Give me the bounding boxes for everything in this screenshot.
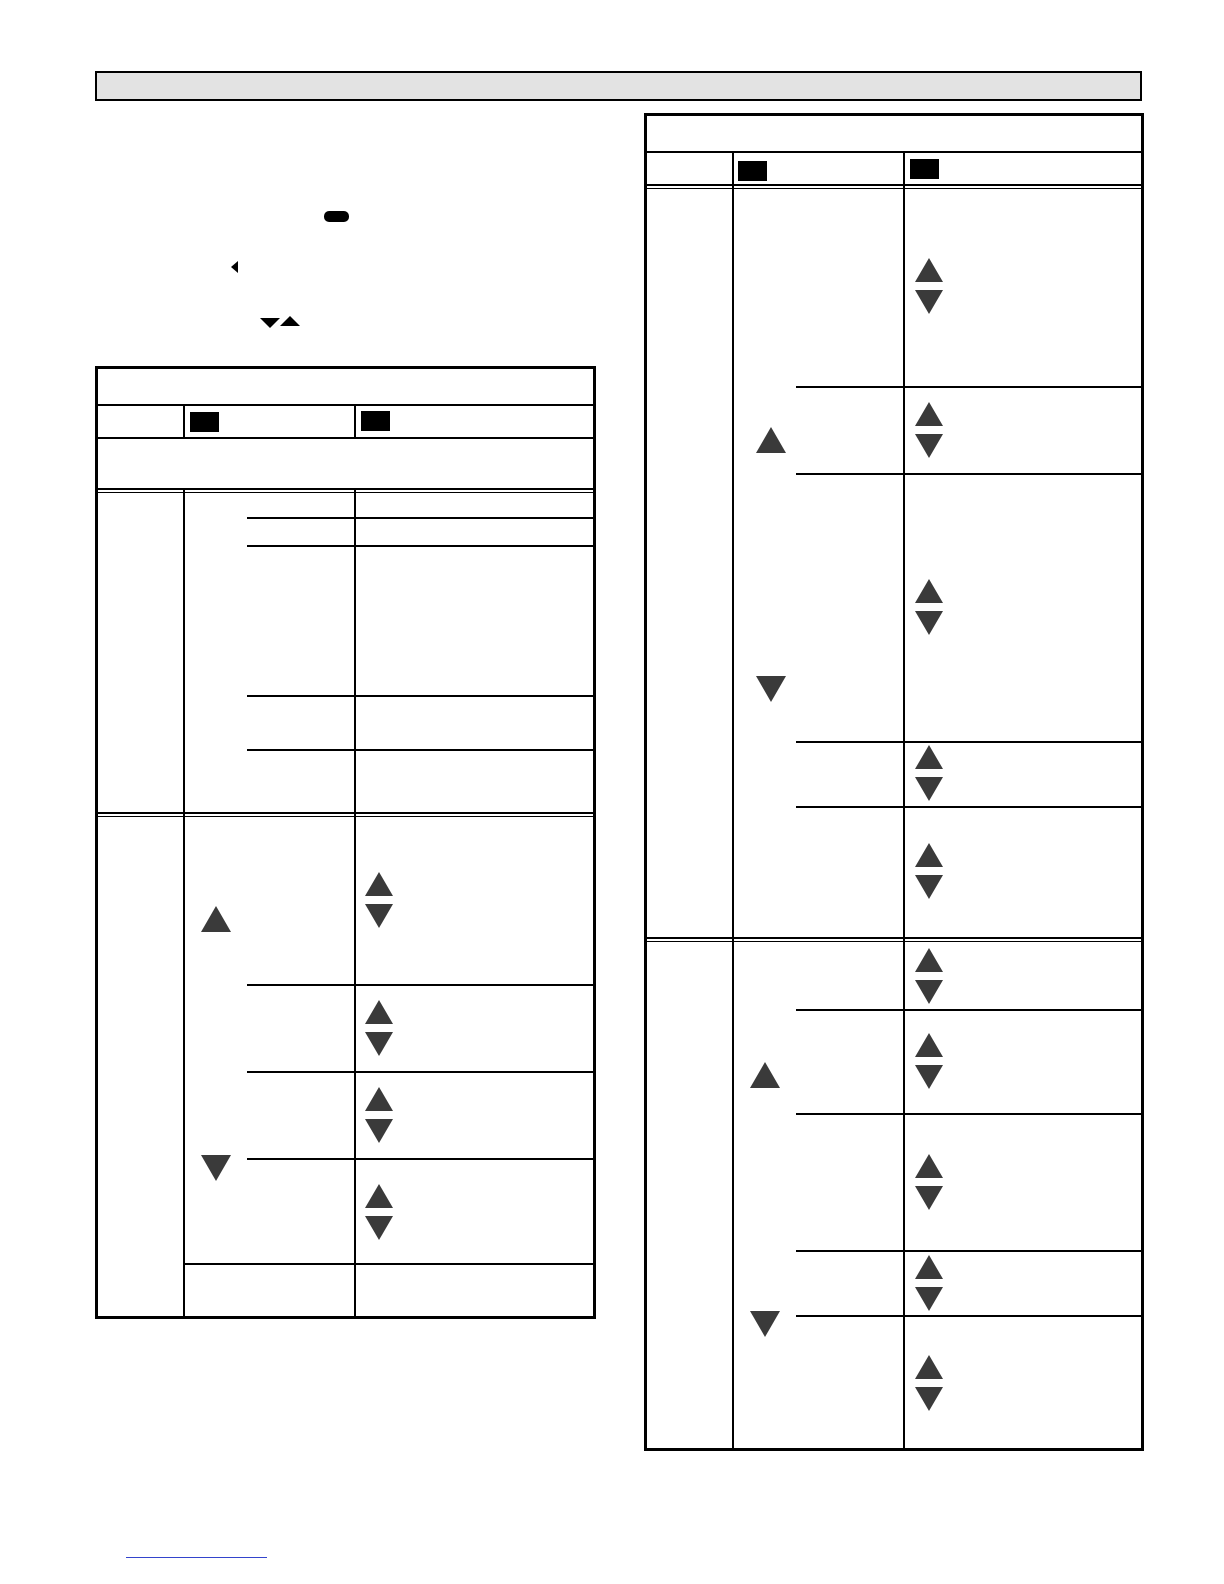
up-arrow-icon xyxy=(201,906,231,932)
down-arrow-icon xyxy=(756,676,786,702)
down-arrow-icon xyxy=(201,1155,231,1181)
up-arrow-icon xyxy=(915,1355,943,1379)
up-arrow-icon xyxy=(915,745,943,769)
down-arrow-icon xyxy=(915,290,943,314)
down-arrow-icon xyxy=(915,777,943,801)
up-arrow-icon xyxy=(915,1154,943,1178)
down-arrow-icon xyxy=(915,1287,943,1311)
function-key-icon xyxy=(324,211,349,222)
down-arrow-icon xyxy=(915,611,943,635)
down-arrow-icon xyxy=(260,318,280,328)
up-arrow-icon xyxy=(365,1000,393,1024)
column-key-icon xyxy=(910,159,939,179)
down-arrow-icon xyxy=(915,875,943,899)
up-arrow-icon xyxy=(915,579,943,603)
down-arrow-icon xyxy=(915,980,943,1004)
down-arrow-icon xyxy=(750,1311,780,1337)
section-header-bar xyxy=(95,71,1142,101)
down-arrow-icon xyxy=(915,1387,943,1411)
left-arrow-icon xyxy=(231,261,238,273)
up-arrow-icon xyxy=(915,258,943,282)
up-arrow-icon xyxy=(915,402,943,426)
down-arrow-icon xyxy=(365,1119,393,1143)
down-arrow-icon xyxy=(915,1186,943,1210)
column-key-icon xyxy=(361,411,390,431)
down-arrow-icon xyxy=(915,1065,943,1089)
up-arrow-icon xyxy=(365,1087,393,1111)
down-arrow-icon xyxy=(365,1032,393,1056)
down-arrow-icon xyxy=(365,904,393,928)
up-arrow-icon xyxy=(365,1184,393,1208)
down-arrow-icon xyxy=(365,1216,393,1240)
up-arrow-icon xyxy=(915,843,943,867)
down-arrow-icon xyxy=(915,434,943,458)
up-arrow-icon xyxy=(365,872,393,896)
footer-link[interactable] xyxy=(126,1557,267,1558)
up-arrow-icon xyxy=(756,427,786,453)
column-key-icon xyxy=(190,412,219,432)
column-key-icon xyxy=(738,161,767,181)
up-arrow-icon xyxy=(915,1255,943,1279)
up-arrow-icon xyxy=(915,1033,943,1057)
up-arrow-icon xyxy=(280,316,300,326)
up-arrow-icon xyxy=(750,1062,780,1088)
up-arrow-icon xyxy=(915,948,943,972)
